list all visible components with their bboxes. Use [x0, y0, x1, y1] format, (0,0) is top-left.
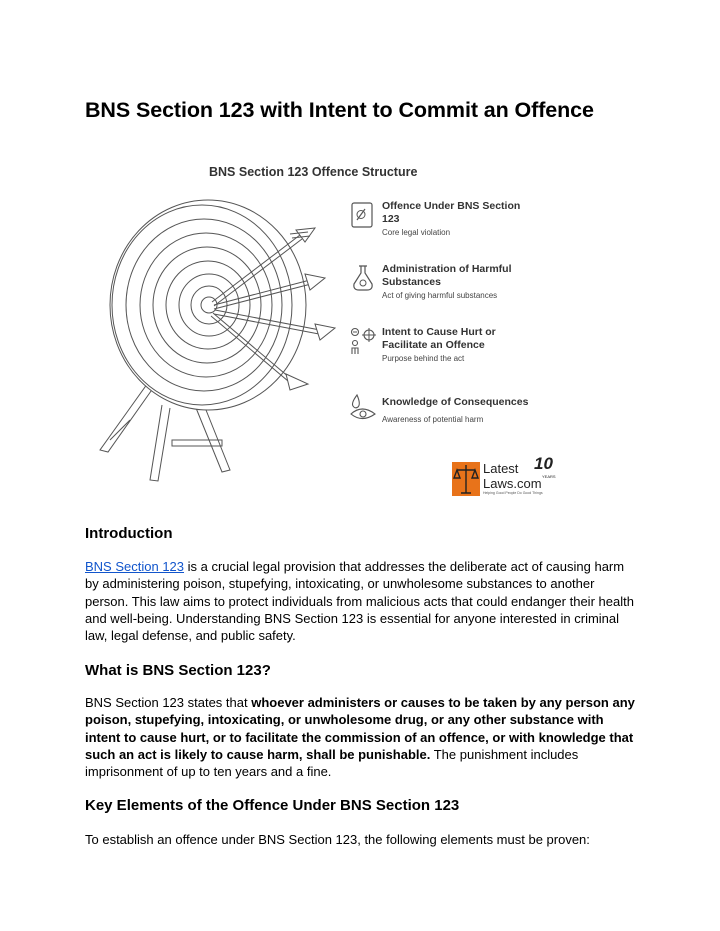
item-heading-line2: Substances [382, 276, 441, 288]
what-is-bold: intent to cause hurt, or to facilitate the commission of an offence, or with knowledge that [85, 729, 634, 745]
introduction-paragraph [85, 558, 637, 644]
logo-badge-number: 10 [534, 454, 553, 473]
item-heading-line1: Intent to Cause Hurt or [382, 326, 496, 338]
item-heading-line1: Offence Under BNS Section [382, 200, 521, 212]
what-is-bold: poison, stupefying, intoxicating, or unwholesome drug, or any other substance with [85, 712, 604, 728]
intro-text: person. This law aims to protect individuals from malicious acts that could endanger their health [85, 593, 634, 609]
what-is-bold: such an act is likely to cause harm, shall be punishable. [85, 746, 431, 762]
logo-badge-text: YEARS [542, 474, 556, 479]
what-is-bold: whoever administers or causes to be taken by any person any [251, 695, 635, 710]
intro-text: by administering poison, stupefying, intoxicating, or unwholesome substances to another [85, 576, 595, 592]
what-is-heading: What is BNS Section 123? [85, 662, 271, 679]
page-title: BNS Section 123 with Intent to Commit an Offence [85, 98, 594, 122]
logo-line2: Laws.com [483, 476, 542, 491]
item-subtext: Act of giving harmful substances [382, 291, 498, 300]
item-heading-line2: 123 [382, 213, 400, 225]
item-heading-line1: Administration of Harmful [382, 263, 512, 275]
what-is-text: BNS Section 123 states that [85, 695, 252, 710]
logo-line1: Latest [483, 461, 519, 476]
book-icon [348, 200, 378, 230]
item-heading-line1: Knowledge of Consequences [382, 396, 529, 408]
item-subtext: Core legal violation [382, 228, 451, 237]
introduction-heading: Introduction [85, 525, 173, 542]
what-is-paragraph [85, 694, 637, 780]
what-is-text: The punishment includes [430, 746, 579, 762]
logo-tagline: Helping Good People Do Good Things [483, 491, 543, 495]
eye-drop-icon [348, 392, 378, 422]
intro-text: is a crucial legal provision that addresses the deliberate act of causing harm [184, 559, 625, 574]
intro-text: law, legal defense, and public safety. [85, 628, 296, 644]
target-person-icon [348, 326, 378, 356]
what-is-text: imprisonment of up to ten years and a fine. [85, 764, 332, 780]
item-heading-line2: Facilitate an Offence [382, 339, 485, 351]
key-elements-paragraph: To establish an offence under BNS Section 123, the following elements must be proven: [85, 832, 590, 847]
item-subtext: Purpose behind the act [382, 354, 465, 363]
bns-section-123-link[interactable]: BNS Section 123 [85, 559, 185, 574]
item-subtext: Awareness of potential harm [382, 415, 484, 424]
intro-text: and well-being. Understanding BNS Section 123 is essential for anyone interested in criminal [85, 610, 620, 626]
figure-title: BNS Section 123 Offence Structure [209, 165, 418, 179]
latestlaws-logo [452, 454, 556, 498]
flask-icon [348, 263, 378, 293]
key-elements-heading: Key Elements of the Offence Under BNS Section 123 [85, 797, 460, 814]
